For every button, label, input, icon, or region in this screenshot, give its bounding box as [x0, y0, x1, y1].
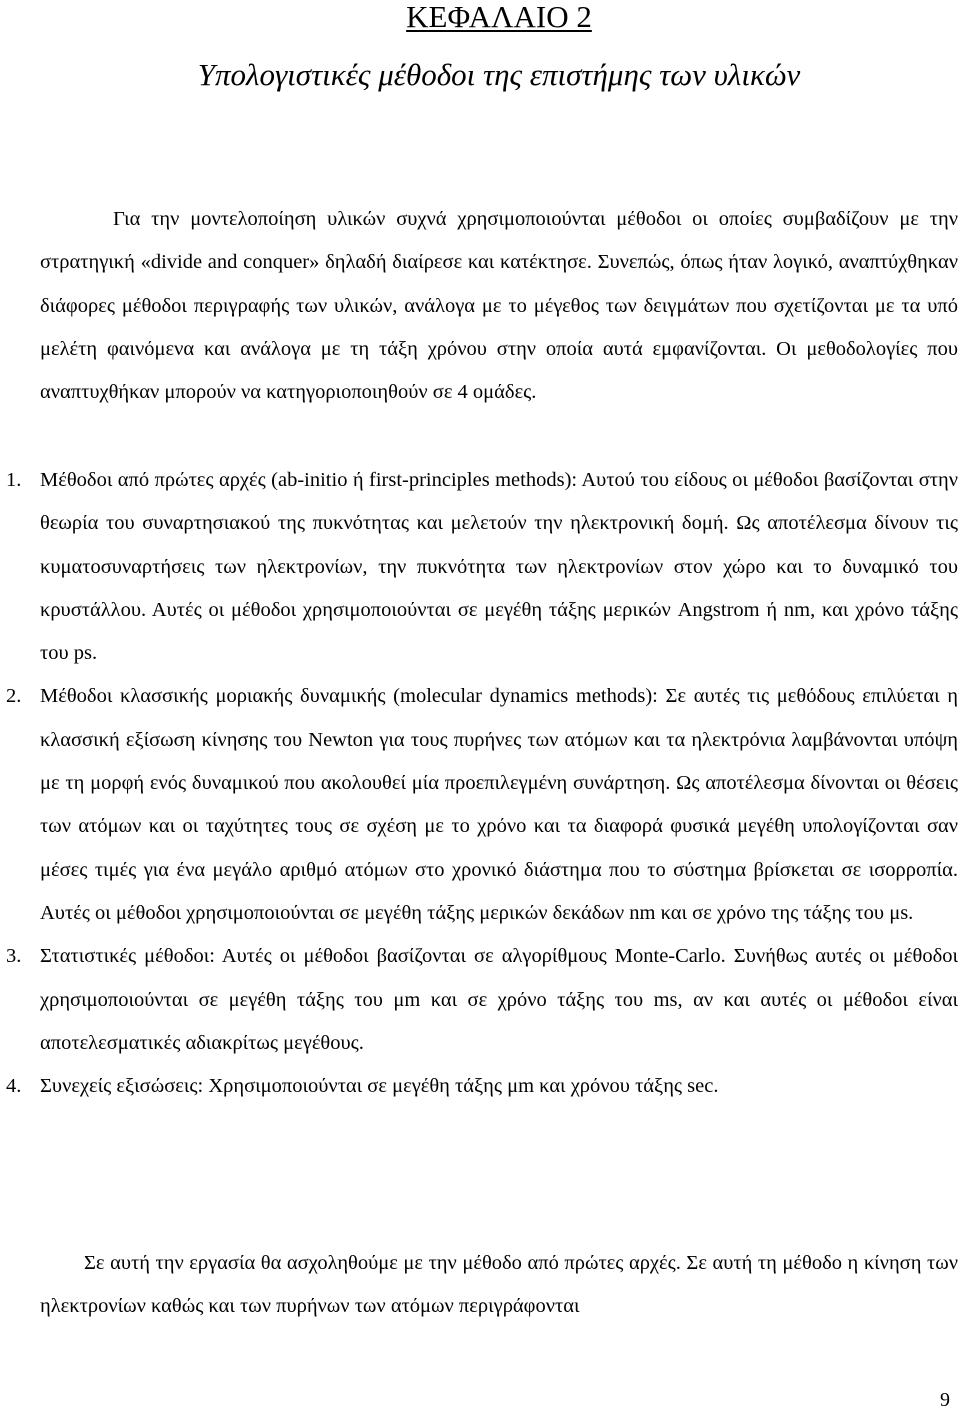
intro-paragraph [40, 198, 958, 414]
page-number: 9 [940, 1389, 950, 1411]
list-item-text: Μέθοδοι κλασσικής μοριακής δυναμικής (molecular dynamics methods): Σε αυτές τις μεθόδους επιλύεται η κλασσική εξίσωση κίνησης του Newton για τους πυρήνες των ατόμων και τα ηλεκτρόνια λαμβάνονται υπόψη με τη μορφή ενός δυναμικού που ακολουθεί μία προεπιλεγμένη συνάρτηση. Ως αποτέλεσμα δίνονται οι θέσεις των ατόμων και οι ταχύτητες τους σε σχέση με το χρόνο και τα διαφορά φυσικά μεγέθη υπολογίζονται σαν μέσες τιμές για ένα μεγάλο αριθμό ατόμων στο χρονικό διάστημα που το σύστημα βρίσκεται σε ισορροπία. Αυτές οι μέθοδοι χρησιμοποιούνται σε μεγέθη τάξης μερικών δεκάδων nm και σε χρόνο της τάξης του μs. [40, 685, 958, 924]
list-item-text: Στατιστικές μέθοδοι: Αυτές οι μέθοδοι βασίζονται σε αλγορίθμους Monte-Carlo. Συνήθως αυτές οι μέθοδοι χρησιμοποιούνται σε μεγέθη τάξης του μm και σε χρόνο τάξης του ms, αν και αυτές οι μέθοδοι είναι αποτελεσματικές αδιακρίτως μεγέθους. [40, 945, 958, 1054]
list-item-text: Μέθοδοι από πρώτες αρχές (ab-initio ή first-principles methods): Αυτού του είδους οι μέθοδοι βασίζονται στην θεωρία του συναρτησιακού της πυκνότητας και μελετούν την ηλεκτρονική δομή. Ως αποτέλεσμα δίνουν τις κυματοσυναρτήσεις των ηλεκτρονίων, την πυκνότητα των ηλεκτρονίων στον χώρο και το δυναμικό του κρυστάλλου. Αυτές οι μέθοδοι χρησιμοποιούνται σε μεγέθη τάξης μερικών Angstrom ή nm, και χρόνο τάξης του ps. [40, 469, 958, 665]
list-item [0, 1065, 958, 1108]
chapter-heading: ΚΕΦΑΛΑΙΟ 2 [406, 0, 592, 34]
chapter-title: Υπολογιστικές μέθοδοι της επιστήμης των υλικών [197, 57, 801, 92]
list-item [0, 935, 958, 1065]
list-item-number: 2. [6, 685, 22, 708]
intro-text: Για την μοντελοποίηση υλικών συχνά χρησιμοποιούνται μέθοδοι οι οποίες συμβαδίζουν με την στρατηγική «divide and conquer» δηλαδή διαίρεσε και κατέκτησε. Συνεπώς, όπως ήταν λογικό, αναπτύχθηκαν διάφορες μέθοδοι περιγραφής των υλικών, ανάλογα με το μέγεθος των δειγμάτων που σχετίζονται με τα υπό μελέτη φαινόμενα και ανάλογα με τη τάξη χρόνου στην οποία αυτά εμφανίζονται. Οι μεθοδολογίες που αναπτυχθήκαν μπορούν να κατηγοριοποιηθούν σε 4 ομάδες. [40, 208, 958, 404]
list-item [0, 459, 958, 675]
closing-paragraph [40, 1242, 958, 1329]
list-item-text: Συνεχείς εξισώσεις: Χρησιμοποιούνται σε μεγέθη τάξης μm και χρόνου τάξης sec. [40, 1075, 719, 1098]
list-item-number: 3. [6, 945, 22, 968]
closing-text: Σε αυτή την εργασία θα ασχοληθούμε με την μέθοδο από πρώτες αρχές. Σε αυτή τη μέθοδο η κίνηση των ηλεκτρονίων καθώς και των πυρήνων των ατόμων περιγράφονται [40, 1252, 958, 1318]
list-item [0, 675, 958, 935]
list-item-number: 4. [6, 1075, 22, 1098]
list-item-number: 1. [6, 469, 22, 491]
methods-list [0, 459, 958, 1108]
